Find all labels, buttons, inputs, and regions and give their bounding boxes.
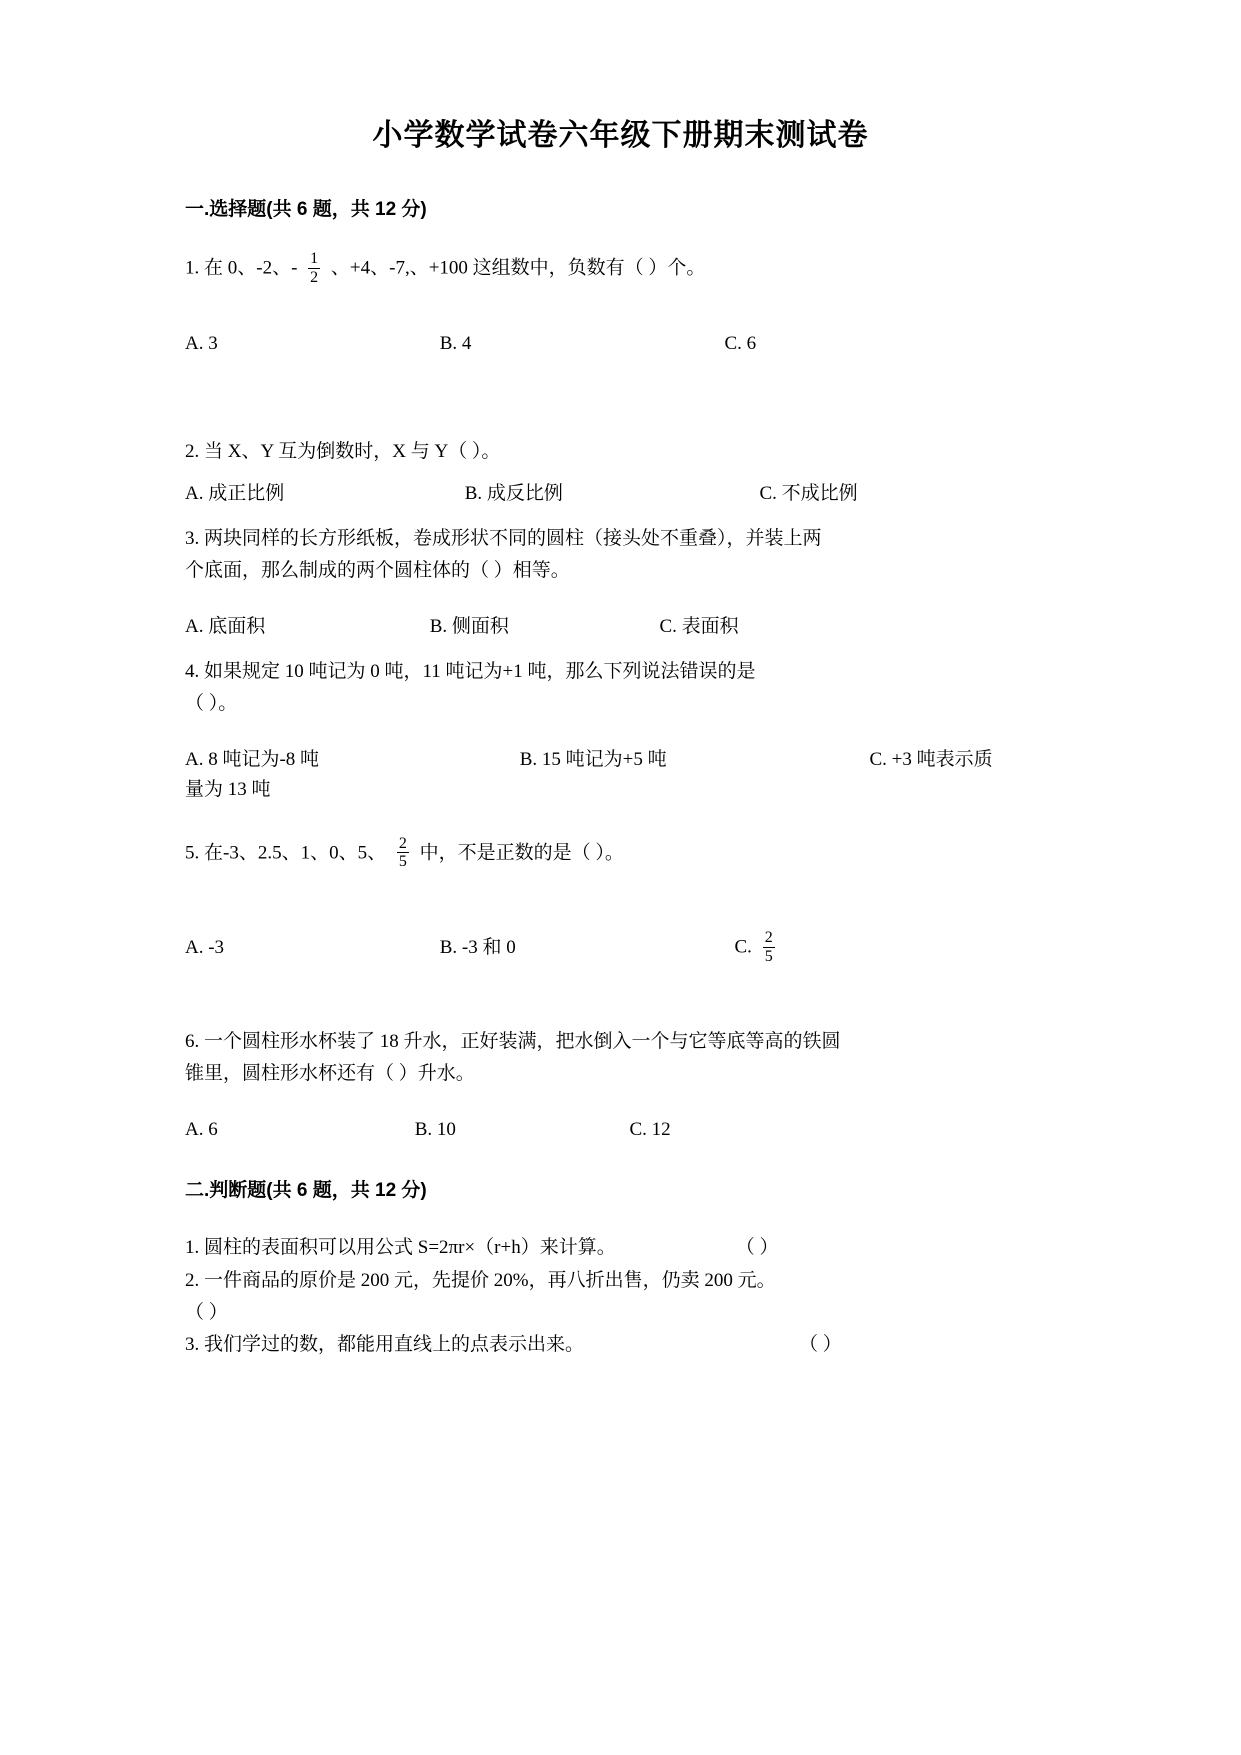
question-1-stem-part1: 1. 在 0、-2、- <box>185 257 298 279</box>
question-1-stem-part2: 、+4、-7,、+100 这组数中，负数有（ ）个。 <box>330 257 706 279</box>
question-1 <box>185 251 1056 287</box>
question-5-stem-part2: 中，不是正数的是（ ）。 <box>419 842 624 864</box>
page-title: 小学数学试卷六年级下册期末测试卷 <box>372 119 869 152</box>
question-2-option-a[interactable]: A. 成正比例 <box>185 482 285 504</box>
question-4-option-a[interactable]: A. 8 吨记为-8 吨 <box>185 749 320 771</box>
truefalse-question-2-blank[interactable]: （ ） <box>185 1301 228 1323</box>
question-5-option-b[interactable]: B. -3 和 0 <box>439 936 516 958</box>
question-1-option-c[interactable]: C. 6 <box>724 333 757 355</box>
question-2-option-c[interactable]: C. 不成比例 <box>759 482 858 504</box>
question-6-option-c[interactable]: C. 12 <box>629 1118 671 1140</box>
question-6-stem-line2: 锥里，圆柱形水杯还有（ ）升水。 <box>185 1062 475 1084</box>
question-6-options <box>185 1115 1056 1145</box>
question-6 <box>185 1026 1056 1089</box>
truefalse-question-3 <box>185 1329 1056 1361</box>
fraction-numerator: 1 <box>310 250 319 267</box>
fraction-denominator: 5 <box>764 947 773 965</box>
truefalse-question-1-blank[interactable]: （ ） <box>735 1237 779 1259</box>
question-1-fraction <box>308 250 320 286</box>
question-4-option-c[interactable]: C. +3 吨表示质 <box>869 749 993 771</box>
question-5-option-a[interactable]: A. -3 <box>185 936 225 958</box>
question-3-option-a[interactable]: A. 底面积 <box>185 616 266 637</box>
fraction-numerator: 2 <box>764 929 773 947</box>
question-6-option-b[interactable]: B. 10 <box>414 1118 456 1140</box>
fraction-numerator: 2 <box>398 834 407 852</box>
question-5-options <box>185 930 1056 966</box>
question-5-option-c[interactable]: C. <box>734 936 752 958</box>
section-heading-truefalse: 二.判断题(共 6 题，共 12 分) <box>185 1180 427 1202</box>
question-4 <box>185 656 1056 719</box>
question-5-option-c-fraction <box>763 929 775 965</box>
question-2-options <box>185 479 1056 509</box>
truefalse-question-1-text: 1. 圆柱的表面积可以用公式 S=2πr×（r+h）来计算。 <box>185 1237 616 1259</box>
question-4-option-c-continued: 量为 13 吨 <box>185 779 271 801</box>
question-5 <box>185 836 1056 872</box>
question-1-options <box>185 329 1056 359</box>
question-4-stem-line2: （ ）。 <box>185 692 238 714</box>
question-4-stem-line1: 4. 如果规定 10 吨记为 0 吨，11 吨记为+1 吨，那么下列说法错误的是 <box>185 661 756 683</box>
question-6-option-a[interactable]: A. 6 <box>185 1118 218 1140</box>
question-5-stem-part1: 5. 在-3、2.5、1、0、5、 <box>185 842 387 864</box>
question-3-option-c[interactable]: C. 表面积 <box>659 616 739 637</box>
question-1-option-a[interactable]: A. 3 <box>185 333 218 355</box>
truefalse-question-3-blank[interactable]: （ ） <box>799 1334 842 1356</box>
question-2-stem: 2. 当 X、Y 互为倒数时，X 与 Y（ ）。 <box>185 440 501 462</box>
truefalse-question-3-text: 3. 我们学过的数，都能用直线上的点表示出来。 <box>185 1334 585 1356</box>
question-2 <box>185 436 1056 467</box>
question-3-stem-line1: 3. 两块同样的长方形纸板，卷成形状不同的圆柱（接头处不重叠），并装上两 <box>185 528 822 550</box>
question-3-stem-line2: 个底面，那么制成的两个圆柱体的（ ）相等。 <box>185 559 570 581</box>
fraction-denominator: 5 <box>398 853 407 871</box>
question-5-fraction <box>397 835 409 871</box>
fraction-denominator: 2 <box>310 268 319 286</box>
question-3-option-b[interactable]: B. 侧面积 <box>429 616 509 637</box>
truefalse-question-2 <box>185 1265 1056 1330</box>
question-4-options <box>185 745 1056 806</box>
question-6-stem-line1: 6. 一个圆柱形水杯装了 18 升水，正好装满，把水倒入一个与它等底等高的铁圆 <box>185 1031 841 1053</box>
section-heading-choice: 一.选择题(共 6 题，共 12 分) <box>185 199 427 220</box>
question-4-option-b[interactable]: B. 15 吨记为+5 吨 <box>519 749 667 771</box>
question-3 <box>185 523 1056 586</box>
question-1-option-b[interactable]: B. 4 <box>439 333 472 355</box>
question-2-option-b[interactable]: B. 成反比例 <box>464 482 563 504</box>
truefalse-question-2-text: 2. 一件商品的原价是 200 元，先提价 20%，再八折出售，仍卖 200 元。 <box>185 1269 776 1291</box>
truefalse-question-1 <box>185 1232 1056 1264</box>
question-3-options <box>185 612 1056 642</box>
